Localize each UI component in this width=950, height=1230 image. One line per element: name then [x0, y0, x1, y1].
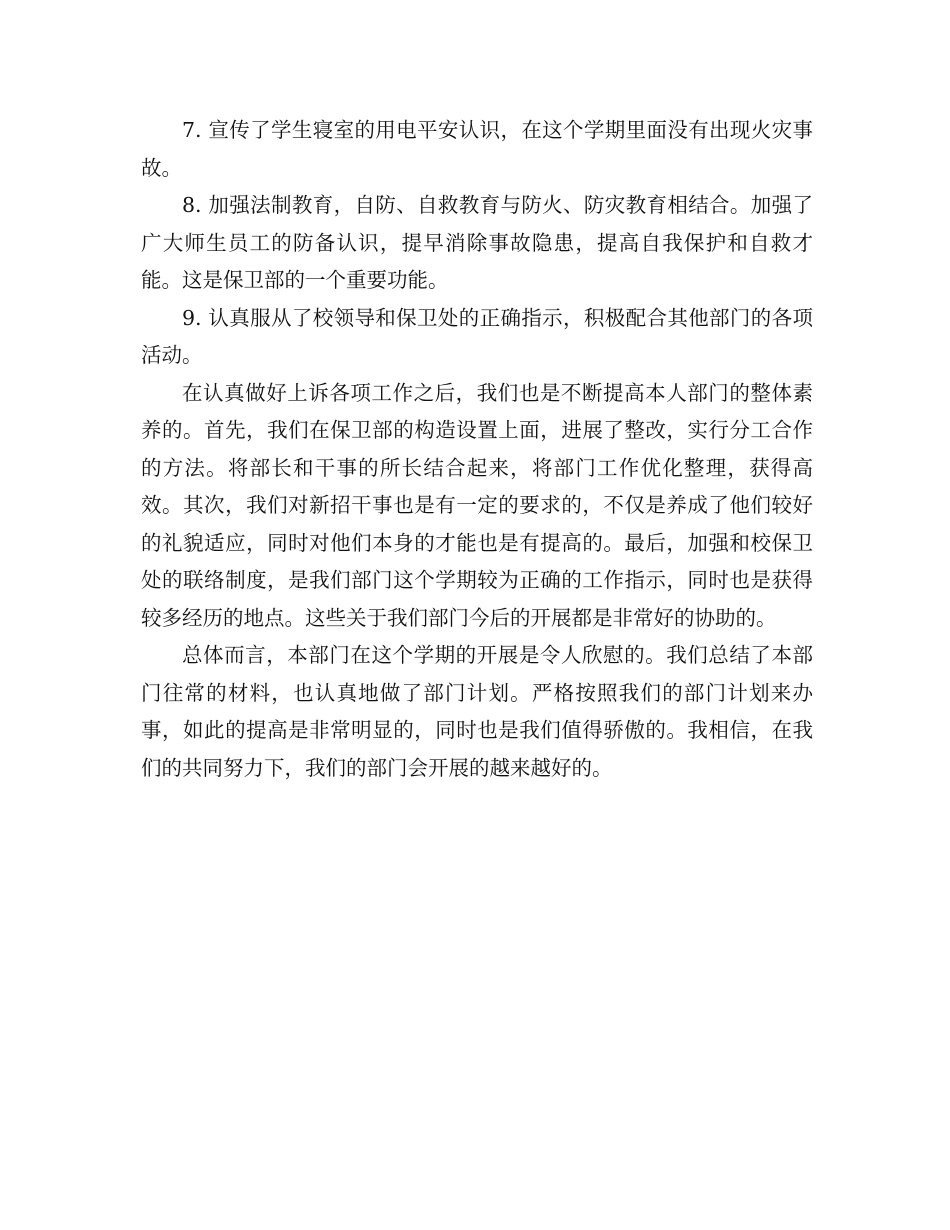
paragraph-item-7: 7. 宣传了学生寝室的用电平安认识，在这个学期里面没有出现火灾事故。 — [141, 118, 813, 180]
paragraph-summary: 总体而言，本部门在这个学期的开展是令人欣慰的。我们总结了本部门往常的材料，也认真地做了部门计划。严格按照我们的部门计划来办事，如此的提高是非常明显的，同时也是我们值得骄傲的。我相信，在我们的共同努力下，我们的部门会开展的越来越好的。 — [141, 643, 813, 780]
paragraph-item-8: 8. 加强法制教育，自防、自救教育与防火、防灾教育相结合。加强了广大师生员工的防备认识，提早消除事故隐患，提高自我保护和自救才能。这是保卫部的一个重要功能。 — [141, 193, 813, 292]
paragraph-internal-improvement: 在认真做好上诉各项工作之后，我们也是不断提高本人部门的整体素养的。首先，我们在保卫部的构造设置上面，进展了整改，实行分工合作的方法。将部长和干事的所长结合起来，将部门工作优化整理，获得高效。其次，我们对新招干事也是有一定的要求的，不仅是养成了他们较好的礼貌适应，同时对他们本身的才能也是有提高的。最后，加强和校保卫处的联络制度，是我们部门这个学期较为正确的工作指示，同时也是获得较多经历的地点。这些关于我们部门今后的开展都是非常好的协助的。 — [141, 380, 813, 630]
paragraph-item-9: 9. 认真服从了校领导和保卫处的正确指示，积极配合其他部门的各项活动。 — [141, 305, 813, 367]
document-body — [141, 112, 813, 787]
